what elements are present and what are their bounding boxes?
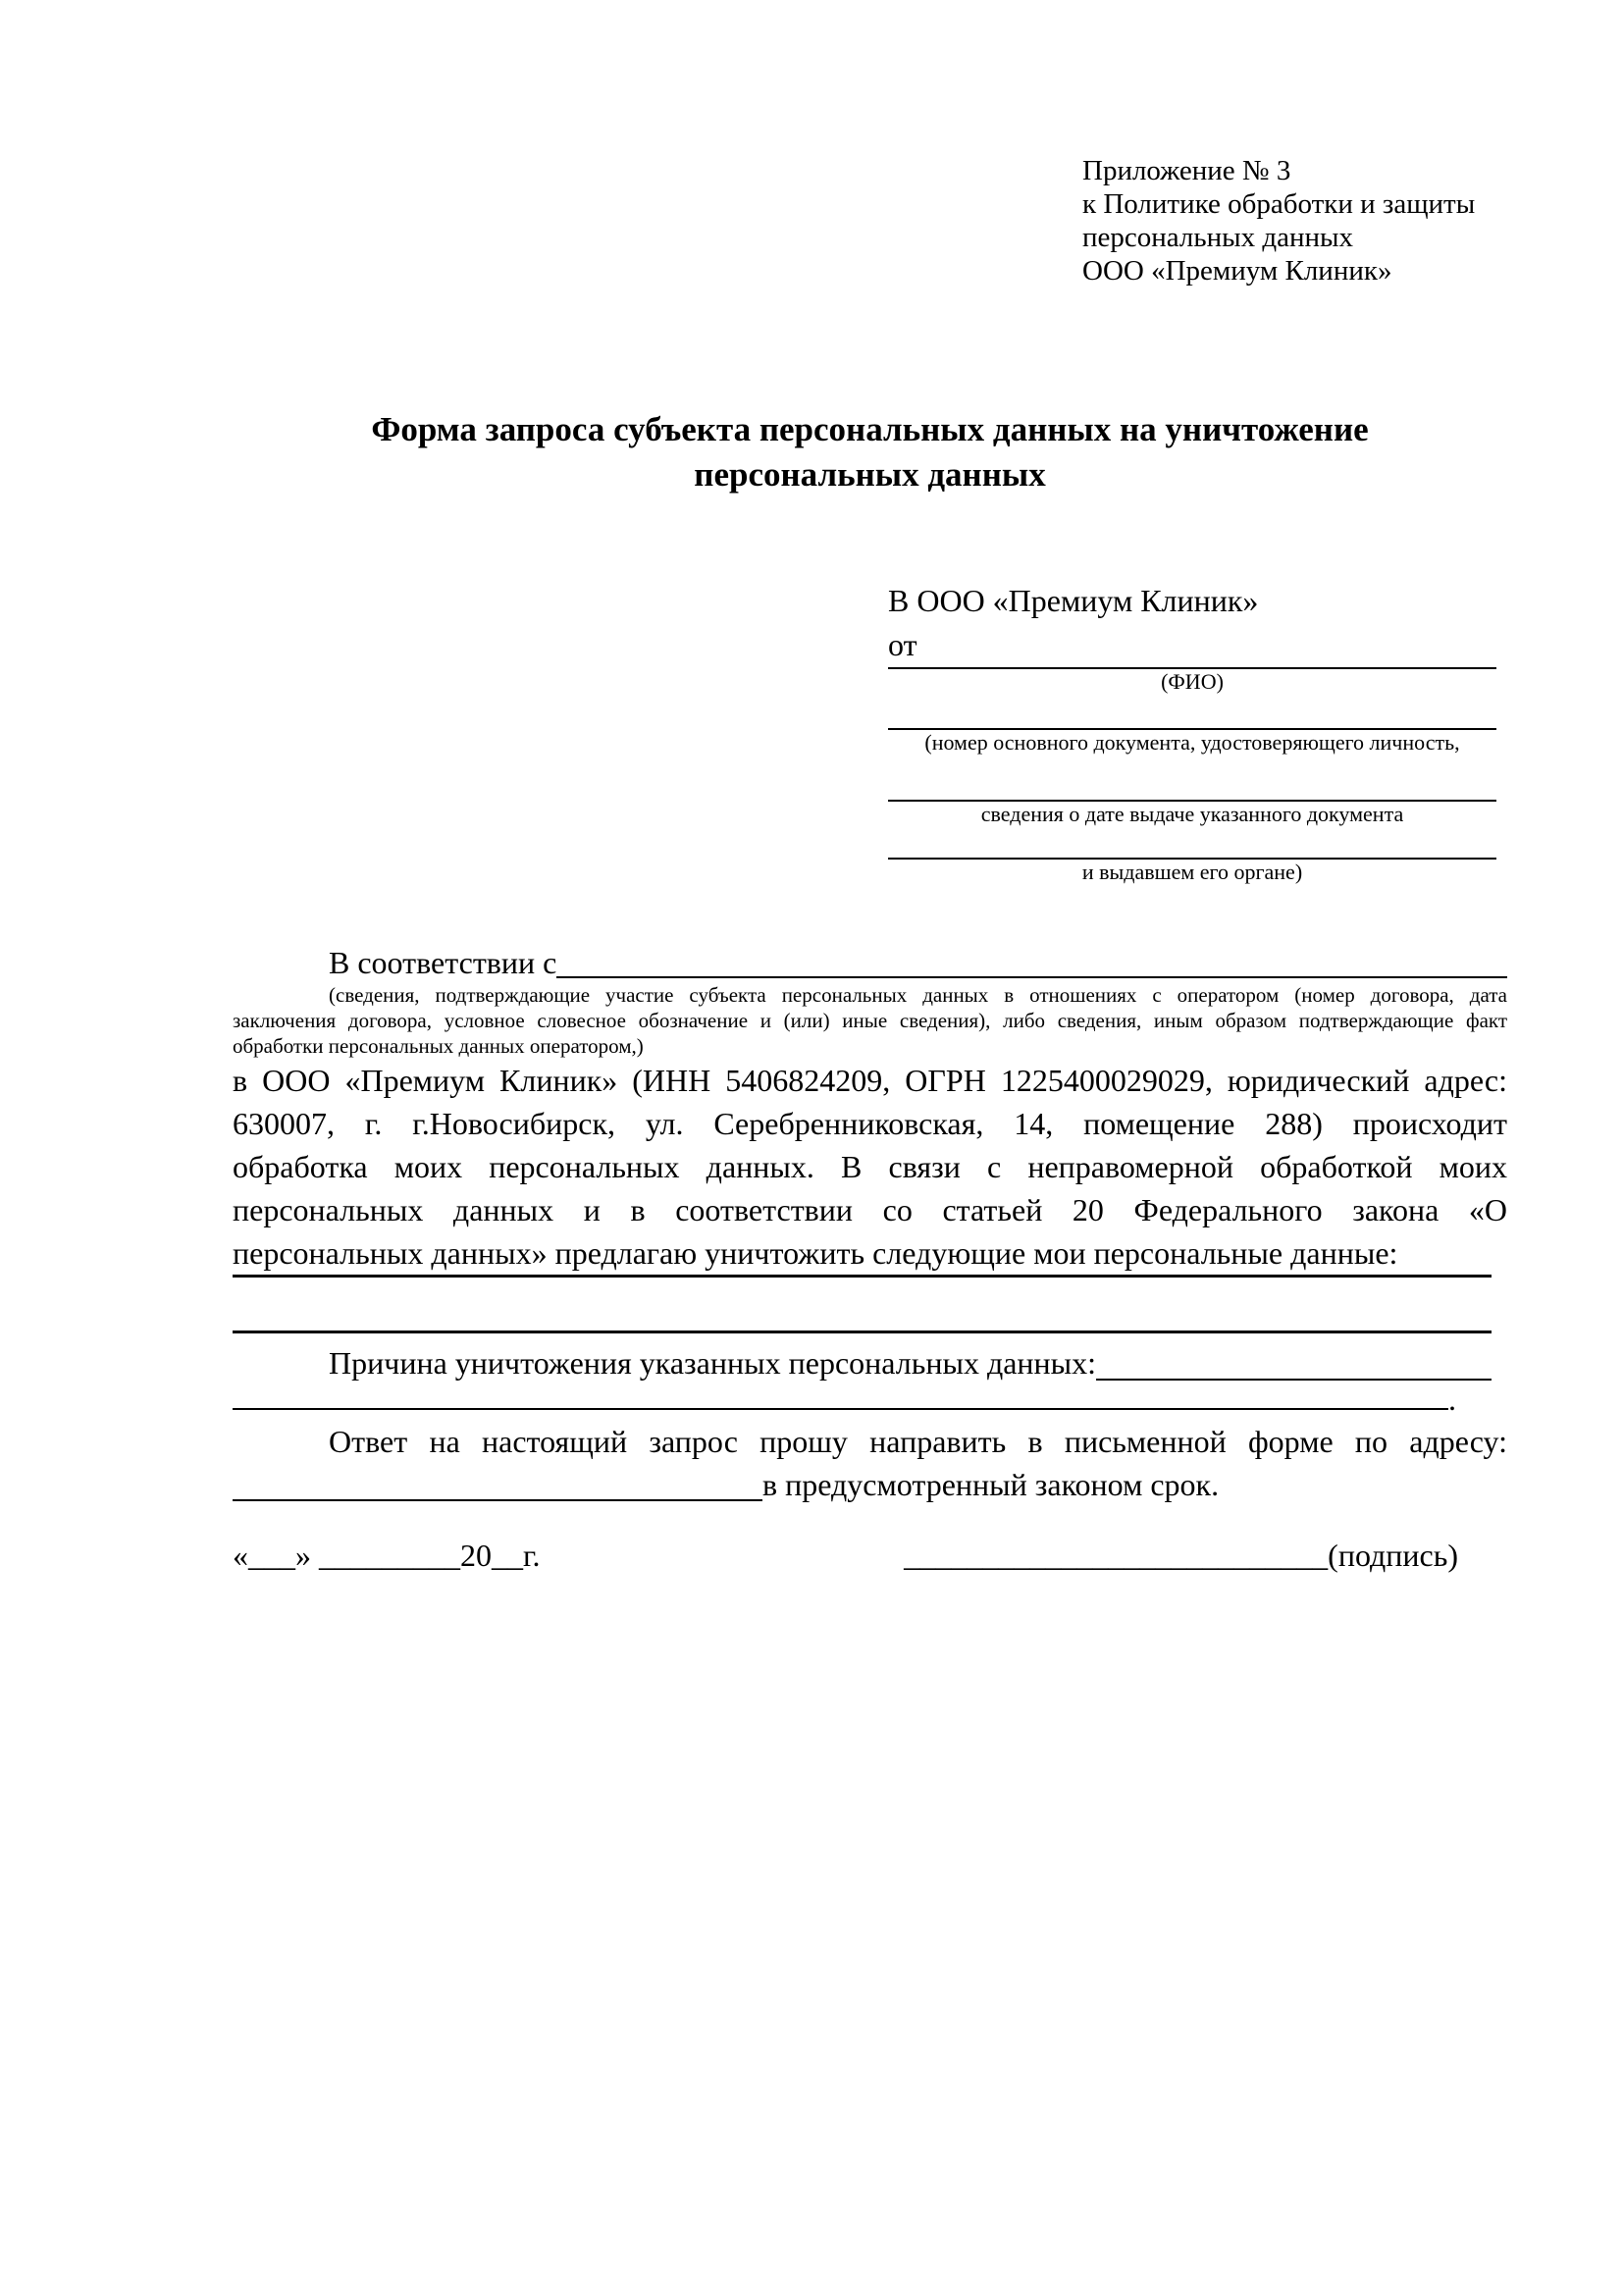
signature-row: [233, 1534, 1458, 1577]
accordance-caption-line: обработки персональных данных оператором,): [233, 1034, 644, 1058]
body-line: персональных данных» предлагаю уничтожить следующие мои персональные данные:: [233, 1235, 1398, 1271]
document-title: [233, 407, 1507, 497]
blank-line-personal-data-2: [233, 1331, 1492, 1333]
blank-line-personal-data-1: [233, 1275, 1492, 1278]
caption-document-issue-date: сведения о дате выдаче указанного документа: [980, 802, 1404, 826]
reason-label: Причина уничтожения указанных персональных данных:: [329, 1345, 1097, 1381]
appendix-header-line: персональных данных: [1082, 222, 1354, 253]
reason-continuation-row: [233, 1382, 1456, 1417]
signature-blank: ___________________________(подпись): [904, 1538, 1458, 1573]
caption-document-number: (номер основного документа, удостоверяющего личность,: [924, 730, 1460, 755]
response-request-line: Ответ на настоящий запрос прошу направить в письменной форме по адресу:: [329, 1424, 1507, 1459]
body-line: в ООО «Премиум Клиник» (ИНН 5406824209, ОГРН 1225400029029, юридический адрес:: [233, 1063, 1507, 1098]
response-term-text: в предусмотренный законом срок.: [762, 1467, 1220, 1502]
body-line: персональных данных и в соответствии со статьей 20 Федерального закона «О: [233, 1192, 1507, 1227]
accordance-caption: [233, 982, 1507, 1059]
accordance-caption-line: заключения договора, условное словесное обозначение и (или) иные сведения), либо сведения, иным образом подтверждающие факт: [233, 1009, 1507, 1032]
appendix-header: [1082, 154, 1507, 287]
document-title-line2: персональных данных: [694, 455, 1046, 494]
accordance-lead-row: [233, 943, 1507, 982]
reason-row: [233, 1341, 1492, 1384]
appendix-header-line: ООО «Премиум Клиник»: [1082, 255, 1392, 287]
fill-line-reason-continuation: [233, 1408, 1448, 1410]
fill-line-reason: [1096, 1379, 1492, 1381]
body-line: 630007, г. г.Новосибирск, ул. Серебренниковская, 14, помещение 288) происходит: [233, 1106, 1507, 1141]
accordance-lead-text: В соответствии с: [329, 945, 557, 980]
accordance-caption-line: (сведения, подтверждающие участие субъекта персональных данных в отношениях с оператором (номер договора, дата: [329, 983, 1507, 1007]
appendix-header-line: Приложение № 3: [1082, 155, 1291, 186]
appendix-header-line: к Политике обработки и защиты: [1082, 188, 1476, 220]
body-paragraph: [233, 1059, 1507, 1275]
fill-line-address: [233, 1499, 762, 1501]
response-address-row: [233, 1463, 1507, 1506]
addressee-from-label: от: [888, 627, 917, 662]
fill-line-accordance: [556, 976, 1507, 978]
caption-fio: (ФИО): [1161, 669, 1224, 694]
document-title-line1: Форма запроса субъекта персональных данных на уничтожение: [371, 410, 1369, 448]
addressee-to: В ООО «Премиум Клиник»: [888, 583, 1259, 618]
addressee-block: [888, 579, 1496, 885]
caption-document-issuer: и выдавшем его органе): [1081, 860, 1303, 884]
reason-period: .: [1448, 1382, 1456, 1417]
body-line: обработка моих персональных данных. В связи с неправомерной обработкой моих: [233, 1149, 1507, 1184]
date-blank: «___» _________20__г.: [233, 1538, 541, 1573]
